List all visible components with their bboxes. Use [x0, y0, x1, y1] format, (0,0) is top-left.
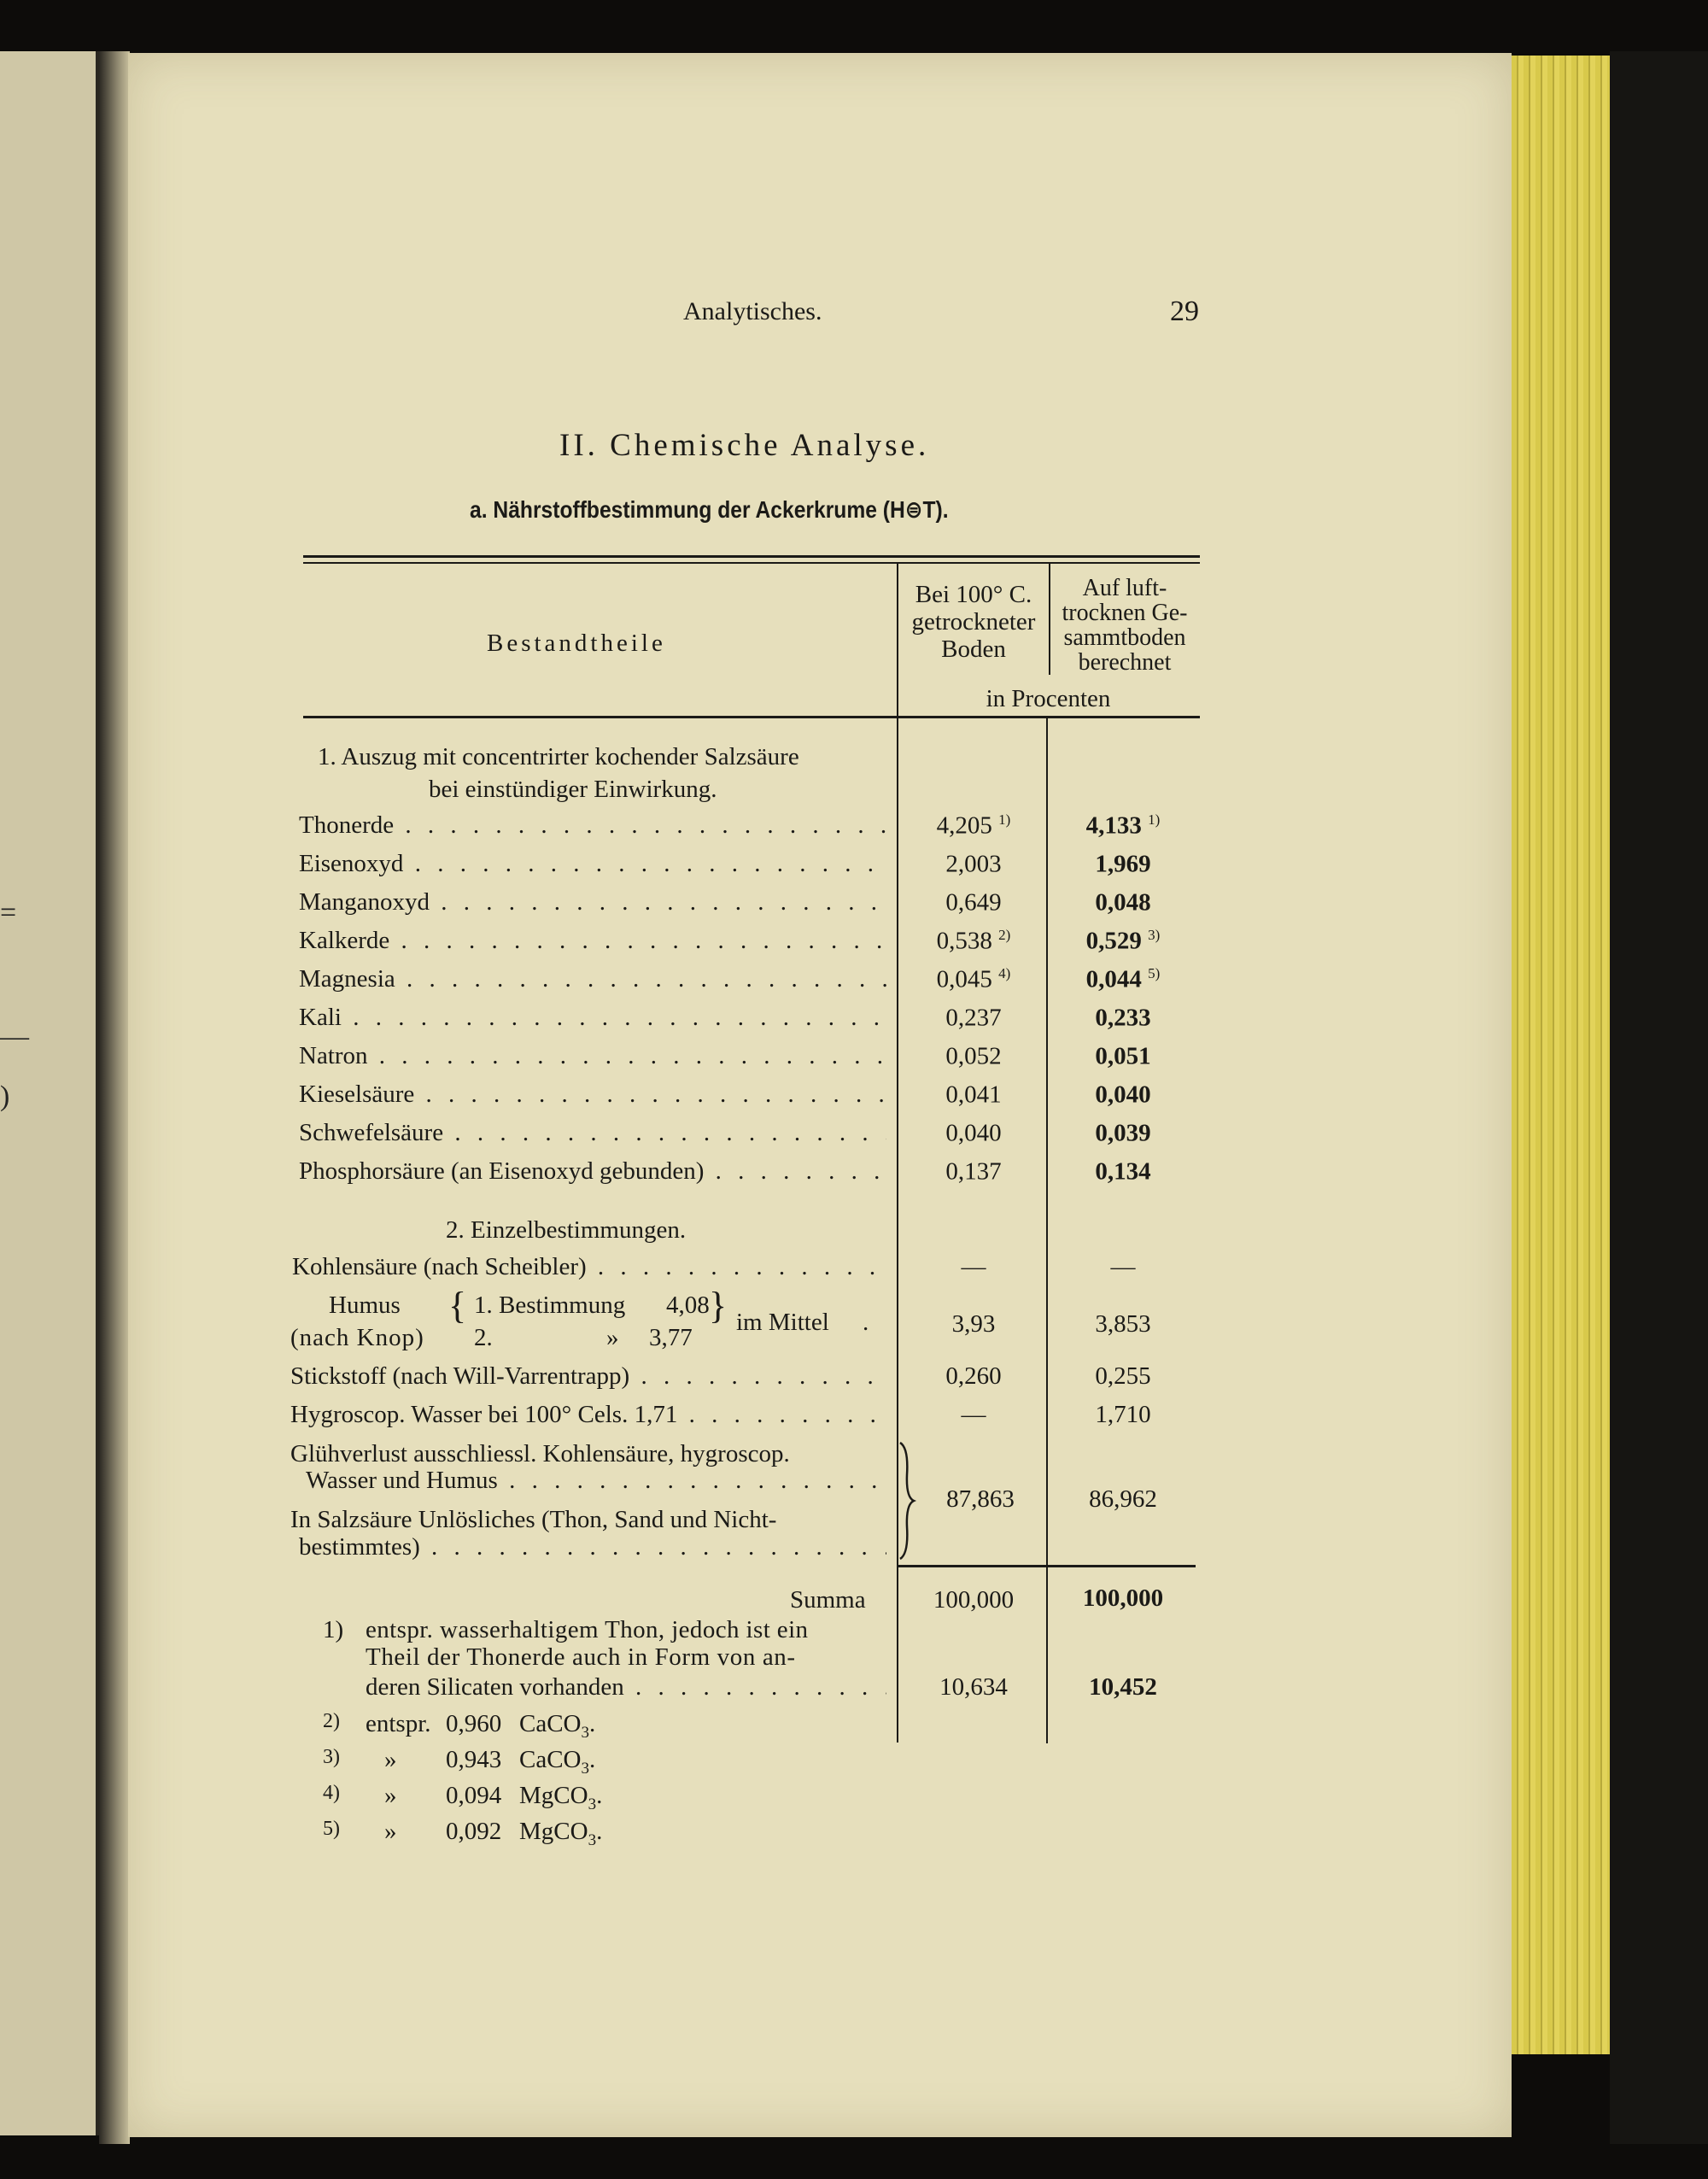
compound-subscript: 3 [581, 1759, 589, 1778]
footnote-value: 0,092 [446, 1818, 502, 1845]
row-label: Hygroscop. Wasser bei 100° Cels. 1,71 [290, 1401, 678, 1428]
gluehverlust-line1: Glühverlust ausschliessl. Kohlensäure, hygroscop. [290, 1440, 790, 1467]
table-row [299, 927, 886, 955]
value: 0,051 [1095, 1042, 1151, 1070]
header-bottom-rule [303, 716, 1200, 718]
footnote1-v1: 10,634 [939, 1673, 1008, 1701]
brace-left-icon: { [448, 1285, 467, 1327]
table-row [299, 811, 886, 840]
table-row [299, 1004, 886, 1032]
table-row [299, 1119, 886, 1147]
left-page-marks [0, 51, 96, 2135]
group2-title: 2. Einzelbestimmungen. [446, 1216, 687, 1244]
value: 0,039 [1095, 1119, 1151, 1147]
value: 0,040 [945, 1119, 1002, 1147]
page-number: 29 [1170, 296, 1199, 327]
value: 0,134 [1095, 1157, 1151, 1186]
table-row [299, 888, 886, 917]
footnote-ditto: » [384, 1746, 397, 1773]
footnote1-line1: entspr. wasserhaltigem Thon, jedoch ist ein [366, 1616, 809, 1643]
left-mark: ) [0, 1081, 10, 1112]
humus-det1-label: 1. Bestimmung [474, 1292, 626, 1319]
page-edges [1512, 56, 1610, 2054]
footnote1-line2: Theil der Thonerde auch in Form von an- [366, 1643, 796, 1671]
left-mark: = [0, 897, 17, 928]
value: 0,233 [1095, 1004, 1151, 1032]
summa-v2: 100,000 [1082, 1584, 1164, 1612]
footnote-ref: 2) [998, 927, 1011, 943]
value-airdried [1050, 1157, 1196, 1186]
row-label: Kali [299, 1004, 342, 1031]
table-top-rule-2 [303, 562, 1200, 564]
value-airdried [1050, 811, 1196, 841]
compound-end: . [596, 1818, 603, 1845]
value: 0,044 [1085, 965, 1142, 993]
row-label: Kieselsäure [299, 1081, 415, 1108]
footnote-compound [519, 1818, 602, 1850]
footnote-marker: 5) [323, 1818, 340, 1840]
kohlensaure-v2: — [1110, 1253, 1136, 1280]
footnote-compound [519, 1782, 602, 1814]
book-cover [1610, 51, 1708, 2144]
row-label: Kohlensäure (nach Scheibler) [292, 1253, 587, 1280]
compound-end: . [589, 1710, 596, 1737]
compound-subscript: 3 [581, 1723, 589, 1742]
row-label: Kalkerde [299, 927, 390, 954]
row-label: Eisenoxyd [299, 850, 404, 877]
leader-dot: . [863, 1309, 869, 1336]
row-hygroscop [290, 1401, 886, 1429]
value-airdried [1050, 1119, 1196, 1148]
value-airdried [1050, 965, 1196, 994]
value: 0,045 [936, 965, 992, 993]
summa-v1: 100,000 [933, 1586, 1015, 1614]
kohlensaure-v1: — [961, 1253, 986, 1280]
summa-label: Summa [790, 1586, 866, 1614]
value: 2,003 [945, 850, 1002, 878]
humus-det2-ditto: » [606, 1324, 619, 1351]
book-gutter [99, 51, 130, 2144]
compound: CaCO [519, 1746, 582, 1773]
table-row [299, 1042, 886, 1070]
value: 0,040 [1095, 1081, 1151, 1109]
footnote1-marker: 1) [323, 1616, 344, 1643]
row-label: Schwefelsäure [299, 1119, 444, 1146]
value: 0,048 [1095, 888, 1151, 917]
value-dried [901, 811, 1046, 841]
table-top-rule [303, 555, 1200, 558]
value-dried [901, 1042, 1046, 1071]
footnote-marker: 3) [323, 1746, 340, 1768]
footnote-value: 0,094 [446, 1782, 502, 1809]
table-row [299, 1157, 886, 1186]
compound: MgCO [519, 1782, 588, 1809]
row-label: Wasser und Humus [306, 1467, 498, 1494]
humus-v2: 3,853 [1095, 1310, 1151, 1338]
header-line: Auf luft- [1082, 575, 1167, 601]
value: 0,529 [1085, 927, 1142, 955]
subsection-title: a. Nährstoffbestimmung der Ackerkrume (H⊜T). [470, 496, 949, 523]
value-airdried [1050, 1042, 1196, 1071]
unloeslich-line1: In Salzsäure Unlösliches (Thon, Sand und Nicht- [290, 1506, 777, 1533]
footnote-ditto: » [384, 1782, 397, 1809]
header-line: Bei 100° C. [915, 581, 1032, 608]
footnote1-v2: 10,452 [1089, 1673, 1157, 1701]
value-airdried [1050, 888, 1196, 917]
footnote-ref: 5) [1148, 965, 1161, 981]
value-airdried [1050, 1081, 1196, 1110]
footnote-marker: 4) [323, 1782, 340, 1804]
humus-det2-value: 3,77 [649, 1324, 693, 1351]
footnote-marker: 2) [323, 1710, 340, 1732]
combined-v2: 86,962 [1089, 1485, 1157, 1513]
header-line: trocknen Ge- [1062, 600, 1188, 626]
humus-mean-label: im Mittel [736, 1309, 829, 1336]
footnote-ref: 3) [1148, 927, 1161, 943]
stickstoff-v1: 0,260 [945, 1362, 1002, 1390]
value-dried [901, 1119, 1046, 1148]
footnote-compound [519, 1710, 595, 1743]
group1-title-line2: bei einstündiger Einwirkung. [429, 776, 717, 803]
stickstoff-v2: 0,255 [1095, 1362, 1151, 1390]
table-row [299, 1081, 886, 1109]
row-label: Magnesia [299, 965, 395, 993]
footnote-ditto: entspr. [366, 1710, 431, 1737]
compound-end: . [596, 1782, 603, 1809]
value-dried [901, 888, 1046, 917]
row-stickstoff [290, 1362, 886, 1391]
section-title: II. Chemische Analyse. [559, 428, 930, 463]
combined-v1: 87,863 [946, 1485, 1015, 1513]
value: 4,205 [936, 811, 992, 840]
left-page-edge [0, 51, 99, 2135]
hygroscop-v1: — [961, 1401, 986, 1428]
footnote-ref: 1) [1148, 811, 1161, 828]
value-dried [901, 850, 1046, 879]
value-airdried [1050, 1004, 1196, 1033]
summa-rule [897, 1565, 1196, 1567]
value-dried [901, 965, 1046, 994]
compound: MgCO [519, 1818, 588, 1845]
column-divider-header [1049, 564, 1050, 675]
value: 0,649 [945, 888, 1002, 917]
column-header-bestandtheile: Bestandtheile [487, 630, 666, 657]
row-label: deren Silicaten vorhanden [366, 1673, 624, 1701]
compound-end: . [589, 1746, 596, 1773]
left-mark: — [0, 1021, 29, 1052]
value: 0,041 [945, 1081, 1002, 1109]
footnote-ditto: » [384, 1818, 397, 1845]
row-label: Thonerde [299, 811, 395, 839]
row-label: Stickstoff (nach Will-Varrentrapp) [290, 1362, 630, 1390]
value: 4,133 [1085, 811, 1142, 840]
humus-label: Humus [329, 1292, 401, 1319]
value: 0,137 [945, 1157, 1002, 1186]
unit-header: in Procenten [986, 685, 1111, 712]
value-dried [901, 1004, 1046, 1033]
humus-method-label: (nach Knop) [290, 1324, 424, 1351]
footnote-compound [519, 1746, 595, 1778]
table-row [299, 965, 886, 993]
footnote-value: 0,960 [446, 1710, 502, 1737]
column-header-dried [901, 581, 1046, 663]
hygroscop-v2: 1,710 [1095, 1401, 1151, 1428]
footnote-value: 0,943 [446, 1746, 502, 1773]
compound: CaCO [519, 1710, 582, 1737]
column-header-airdried [1052, 576, 1197, 675]
humus-det1-value: 4,08 [666, 1292, 710, 1319]
header-line: Boden [941, 636, 1006, 663]
value-dried [901, 1081, 1046, 1110]
unloeslich-line2 [299, 1533, 886, 1561]
header-line: berechnet [1078, 649, 1172, 676]
humus-det2-label: 2. [474, 1324, 493, 1351]
header-line: getrockneter [911, 608, 1036, 636]
footnote-ref: 1) [998, 811, 1011, 828]
running-head-title: Analytisches. [683, 297, 822, 325]
gluehverlust-line2 [306, 1467, 886, 1495]
value: 0,538 [936, 927, 992, 955]
footnote-ref: 4) [998, 965, 1011, 981]
value-dried [901, 1157, 1046, 1186]
value-airdried [1050, 927, 1196, 956]
row-label: Phosphorsäure (an Eisenoxyd gebunden) [299, 1157, 705, 1185]
row-label: Manganoxyd [299, 888, 430, 916]
value-dried [901, 927, 1046, 956]
row-label: Natron [299, 1042, 368, 1069]
table-row [299, 850, 886, 878]
value: 0,052 [945, 1042, 1002, 1070]
header-line: sammtboden [1063, 624, 1186, 651]
value-airdried [1050, 850, 1196, 879]
row-kohlensaure [292, 1253, 886, 1281]
value: 1,969 [1095, 850, 1151, 878]
compound-subscript: 3 [588, 1830, 597, 1849]
humus-v1: 3,93 [951, 1310, 996, 1338]
row-label: bestimmtes) [299, 1533, 420, 1561]
column-divider-2 [1046, 718, 1048, 1743]
book-page [128, 53, 1512, 2137]
footnote1-line3 [366, 1673, 886, 1702]
compound-subscript: 3 [588, 1795, 597, 1813]
brace-right-icon: } [709, 1285, 728, 1327]
value: 0,237 [945, 1004, 1002, 1032]
group1-title-line1: 1. Auszug mit concentrirter kochender Salzsäure [318, 743, 799, 770]
